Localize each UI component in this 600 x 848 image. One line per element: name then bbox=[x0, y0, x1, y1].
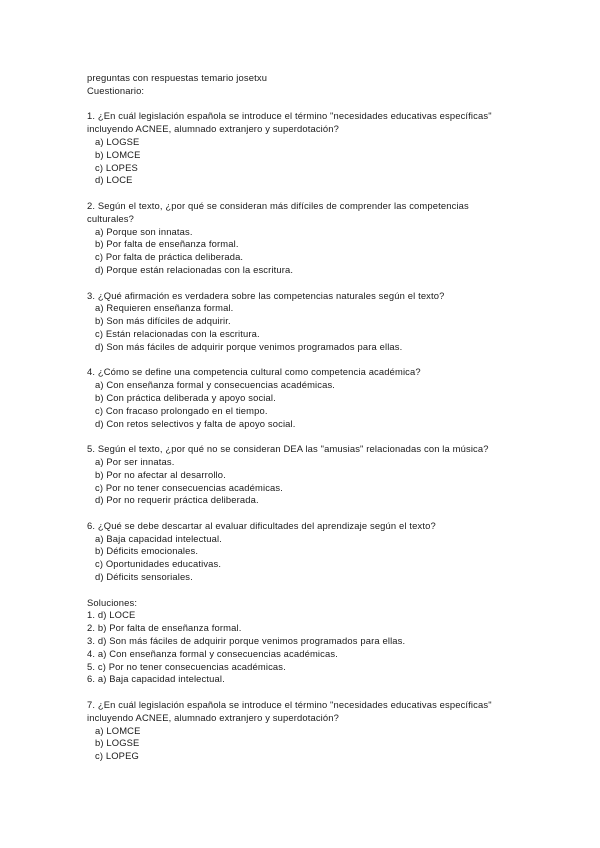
answer-option: c) Están relacionadas con la escritura. bbox=[95, 327, 260, 339]
question-text: 5. Según el texto, ¿por qué no se consideran DEA las "amusias" relacionadas con la música? bbox=[87, 443, 489, 455]
answer-option: a) Por ser innatas. bbox=[95, 455, 175, 467]
answer-option: a) Porque son innatas. bbox=[95, 225, 193, 237]
answer-option: c) LOPEG bbox=[95, 750, 139, 762]
answer-option: d) Porque están relacionadas con la escritura. bbox=[95, 263, 294, 275]
spacer bbox=[87, 584, 517, 597]
solution-item: 5. c) Por no tener consecuencias académicas. bbox=[87, 660, 286, 672]
answer-option: b) Con práctica deliberada y apoyo social. bbox=[95, 391, 276, 403]
solution-item: 3. d) Son más fáciles de adquirir porque venimos programados para ellas. bbox=[87, 635, 406, 647]
question-block bbox=[87, 443, 517, 507]
answer-option: b) Por no afectar al desarrollo. bbox=[95, 468, 226, 480]
question-block bbox=[87, 366, 517, 430]
solution-item: 6. a) Baja capacidad intelectual. bbox=[87, 673, 225, 685]
answer-option: d) Son más fáciles de adquirir porque venimos programados para ellas. bbox=[95, 340, 403, 352]
question-text: 4. ¿Cómo se define una competencia cultural como competencia académica? bbox=[87, 366, 421, 378]
question-text: 6. ¿Qué se debe descartar al evaluar dificultades del aprendizaje según el texto? bbox=[87, 519, 436, 531]
answer-option: b) LOMCE bbox=[95, 148, 141, 160]
answer-option: b) Por falta de enseñanza formal. bbox=[95, 238, 239, 250]
spacer bbox=[87, 354, 517, 367]
spacer bbox=[87, 686, 517, 699]
spacer bbox=[87, 98, 517, 111]
answer-option: c) Por no tener consecuencias académicas. bbox=[95, 481, 284, 493]
answer-option: d) LOCE bbox=[95, 174, 133, 186]
question-block bbox=[87, 110, 517, 187]
solution-item: 2. b) Por falta de enseñanza formal. bbox=[87, 622, 242, 634]
question-block bbox=[87, 200, 517, 277]
answer-option: b) LOGSE bbox=[95, 737, 140, 749]
answer-option: d) Por no requerir práctica deliberada. bbox=[95, 494, 259, 506]
answer-option: a) LOGSE bbox=[95, 135, 140, 147]
solutions-block bbox=[87, 597, 517, 687]
spacer bbox=[87, 430, 517, 443]
spacer bbox=[87, 277, 517, 290]
answer-option: c) Oportunidades educativas. bbox=[95, 558, 222, 570]
question-text: 2. Según el texto, ¿por qué se consideran más difíciles de comprender las competencias culturales? bbox=[87, 199, 469, 224]
question-block bbox=[87, 520, 517, 584]
answer-option: a) LOMCE bbox=[95, 724, 141, 736]
answer-option: a) Baja capacidad intelectual. bbox=[95, 532, 222, 544]
spacer bbox=[87, 507, 517, 520]
answer-option: c) LOPES bbox=[95, 161, 138, 173]
document-subtitle: Cuestionario: bbox=[87, 84, 145, 96]
answer-option: b) Déficits emocionales. bbox=[95, 545, 199, 557]
solution-item: 4. a) Con enseñanza formal y consecuencias académicas. bbox=[87, 647, 338, 659]
solution-item: 1. d) LOCE bbox=[87, 609, 136, 621]
answer-option: a) Requieren enseñanza formal. bbox=[95, 302, 234, 314]
question-text: 3. ¿Qué afirmación es verdadera sobre las competencias naturales según el texto? bbox=[87, 289, 445, 301]
document-page bbox=[87, 72, 517, 763]
answer-option: d) Con retos selectivos y falta de apoyo social. bbox=[95, 417, 296, 429]
document-title: preguntas con respuestas temario josetxu bbox=[87, 72, 268, 83]
question-text: 1. ¿En cuál legislación española se introduce el término "necesidades educativas específicas" incluyendo ACNEE, alumnado extranjero y superdotación? bbox=[87, 110, 492, 135]
solutions-heading: Soluciones: bbox=[87, 596, 138, 608]
answer-option: c) Por falta de práctica deliberada. bbox=[95, 251, 244, 263]
question-text: 7. ¿En cuál legislación española se introduce el término "necesidades educativas específicas" incluyendo ACNEE, alumnado extranjero y superdotación? bbox=[87, 699, 492, 723]
spacer bbox=[87, 187, 517, 200]
answer-option: d) Déficits sensoriales. bbox=[95, 571, 193, 583]
answer-option: b) Son más difíciles de adquirir. bbox=[95, 315, 231, 327]
answer-option: a) Con enseñanza formal y consecuencias académicas. bbox=[95, 379, 336, 391]
question-block bbox=[87, 699, 517, 763]
question-block bbox=[87, 290, 517, 354]
answer-option: c) Con fracaso prolongado en el tiempo. bbox=[95, 404, 268, 416]
